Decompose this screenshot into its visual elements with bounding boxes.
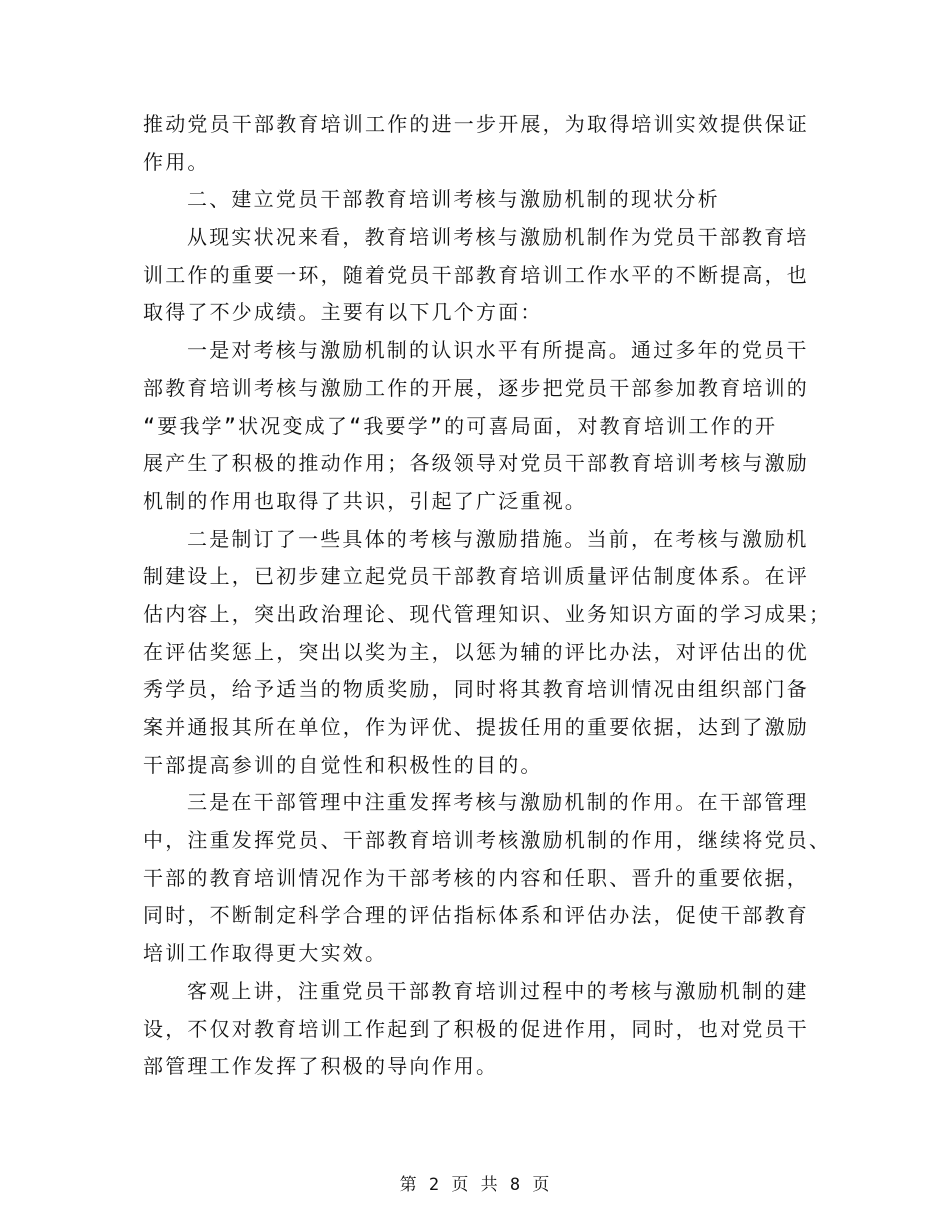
text-line: 干部的教育培训情况作为干部考核的内容和任职、晋升的重要依据，: [143, 865, 809, 890]
text-line: 机制的作用也取得了共识，引起了广泛重视。: [143, 488, 587, 513]
text-line: 客观上讲，注重党员干部教育培训过程中的考核与激励机制的建: [187, 978, 809, 1003]
text-line: 二是制订了一些具体的考核与激励措施。当前，在考核与激励机: [187, 526, 809, 551]
text-line: 作用。: [143, 149, 210, 174]
text-line: 设，不仅对教育培训工作起到了积极的促进作用，同时，也对党员干: [143, 1016, 809, 1041]
text-line: 三是在干部管理中注重发挥考核与激励机制的作用。在干部管理: [187, 790, 809, 815]
text-line: 二、建立党员干部教育培训考核与激励机制的现状分析: [187, 187, 720, 212]
text-line: 推动党员干部教育培训工作的进一步开展，为取得培训实效提供保证: [143, 112, 809, 136]
text-line: 训工作的重要一环，随着党员干部教育培训工作水平的不断提高，也: [143, 262, 809, 287]
page-number-footer: 第 2 页 共 8 页: [399, 1175, 551, 1195]
text-line: 中，注重发挥党员、干部教育培训考核激励机制的作用，继续将党员、: [143, 828, 832, 853]
text-line: 案并通报其所在单位，作为评优、提拔任用的重要依据，达到了激励: [143, 715, 809, 739]
text-line: 估内容上，突出政治理论、现代管理知识、业务知识方面的学习成果；: [143, 601, 832, 626]
text-line: 培训工作取得更大实效。: [143, 941, 388, 966]
text-line: 秀学员，给予适当的物质奖励，同时将其教育培训情况由组织部门备: [143, 677, 809, 702]
document-body: [143, 106, 832, 1086]
text-line: 在评估奖惩上，突出以奖为主，以惩为辅的评比办法，对评估出的优: [143, 639, 809, 664]
text-line: “要我学”状况变成了“我要学”的可喜局面，对教育培训工作的开: [143, 413, 778, 438]
text-line: 同时，不断制定科学合理的评估指标体系和评估办法，促使干部教育: [143, 903, 809, 928]
text-line: 从现实状况来看，教育培训考核与激励机制作为党员干部教育培: [187, 225, 809, 250]
text-line: 展产生了积极的推动作用；各级领导对党员干部教育培训考核与激励: [143, 451, 809, 476]
text-line: 取得了不少成绩。主要有以下几个方面：: [143, 300, 543, 325]
text-line: 部教育培训考核与激励工作的开展，逐步把党员干部参加教育培训的: [143, 375, 809, 400]
text-line: 部管理工作发挥了积极的导向作用。: [143, 1054, 499, 1079]
text-line: 一是对考核与激励机制的认识水平有所提高。通过多年的党员干: [187, 338, 809, 363]
text-line: 干部提高参训的自觉性和积极性的目的。: [143, 752, 543, 777]
text-line: 制建设上，已初步建立起党员干部教育培训质量评估制度体系。在评: [143, 564, 809, 589]
